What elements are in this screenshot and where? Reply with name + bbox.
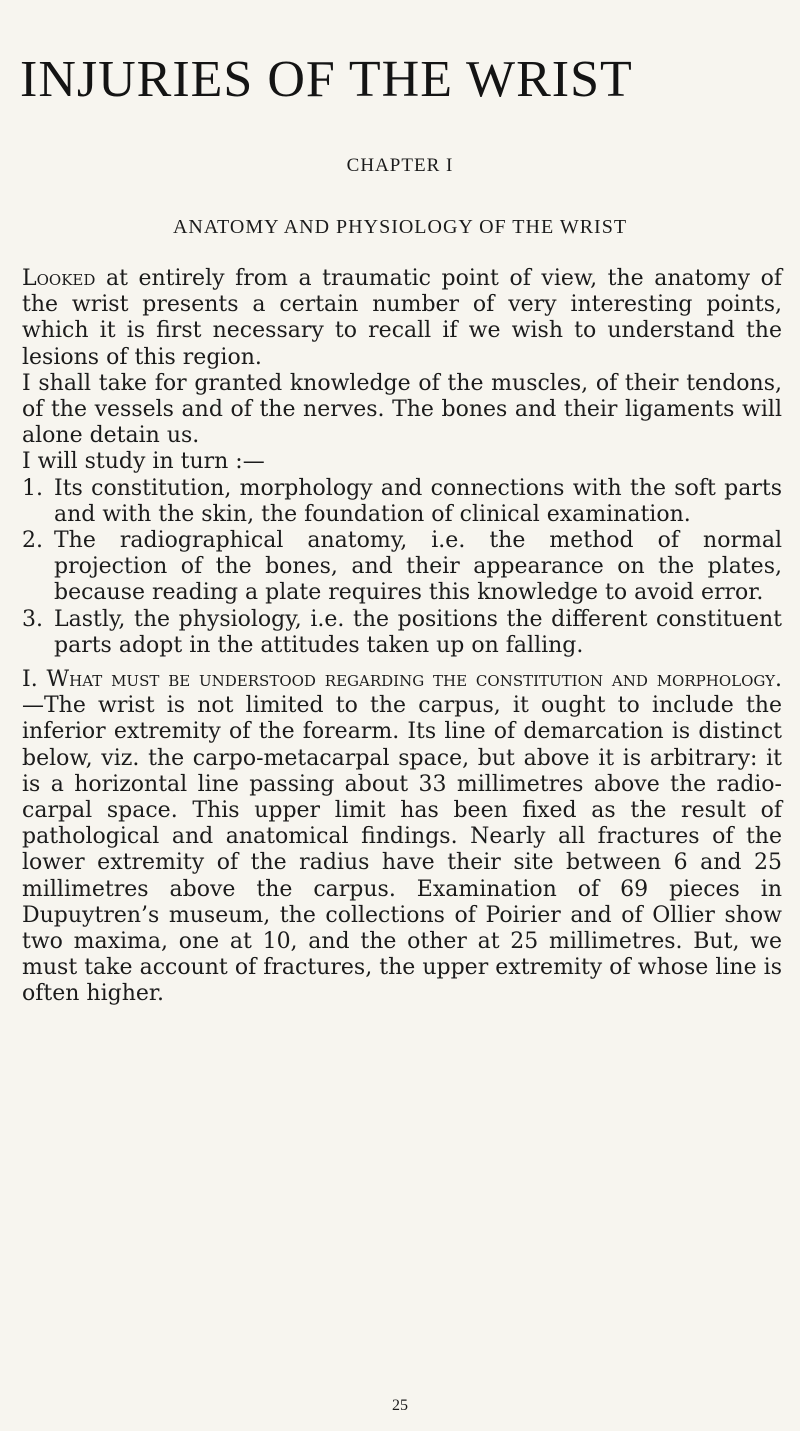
page-number: 25 (392, 1397, 408, 1414)
intro-paragraph (22, 266, 782, 371)
study-intro: I will study in turn :— (22, 449, 265, 475)
muscles-paragraph: I shall take for granted knowledge of the muscles, of their tendons, of the vessels and of the nerves. The bones and their ligaments will alone detain us. (22, 370, 782, 449)
chapter-title: ANATOMY AND PHYSIOLOGY OF THE WRIST (172, 216, 628, 238)
list-number: 2. (22, 528, 43, 554)
list-number: 3. (22, 606, 43, 632)
section-heading: I. What must be understood regarding the constitution and morphology. (22, 667, 782, 693)
list-number: 1. (22, 475, 43, 501)
chapter-label: CHAPTER I (346, 155, 454, 176)
study-list (22, 476, 782, 659)
list-item (22, 607, 782, 659)
list-item (22, 528, 782, 607)
book-title: INJURIES OF THE WRIST (20, 51, 633, 108)
lead-word: Looked (22, 266, 96, 291)
section-text: —The wrist is not limited to the carpus, it ought to include the inferior extremity of the forearm. Its line of demarcation is distinct below, viz. the carpo-metacarpal space, but above it is arbitrary: it is a horizontal line passing about 33 millimetres above the radio-carpal space. This upper limit has been fixed as the result of pathological and anatomical findings. Nearly all fractures of the lower extremity of the radius have their site between 6 and 25 millimetres above the carpus. Examination of 69 pieces in Dupuytren’s museum, the collections of Poirier and of Ollier show two maxima, one at 10, and the other at 25 millimetres. But, we must take account of fractures, the upper extremity of whose line is often higher. (22, 693, 782, 1007)
list-text: The radiographical anatomy, i.e. the method of normal projection of the bones, and their appearance on the plates, because reading a plate requires this knowledge to avoid error. (54, 528, 782, 606)
list-text: Lastly, the physiology, i.e. the positions the different constituent parts adopt in the attitudes taken up on falling. (54, 606, 782, 658)
body-text (22, 266, 782, 1008)
list-item (22, 476, 782, 528)
list-text: Its constitution, morphology and connections with the soft parts and with the skin, the foundation of clinical examination. (54, 475, 782, 527)
section-paragraph (22, 667, 782, 1008)
intro-paragraph-text: at entirely from a traumatic point of view, the anatomy of the wrist presents a certain number of very interesting points, which it is first necessary to recall if we wish to understand the lesions of this region. (22, 266, 782, 370)
